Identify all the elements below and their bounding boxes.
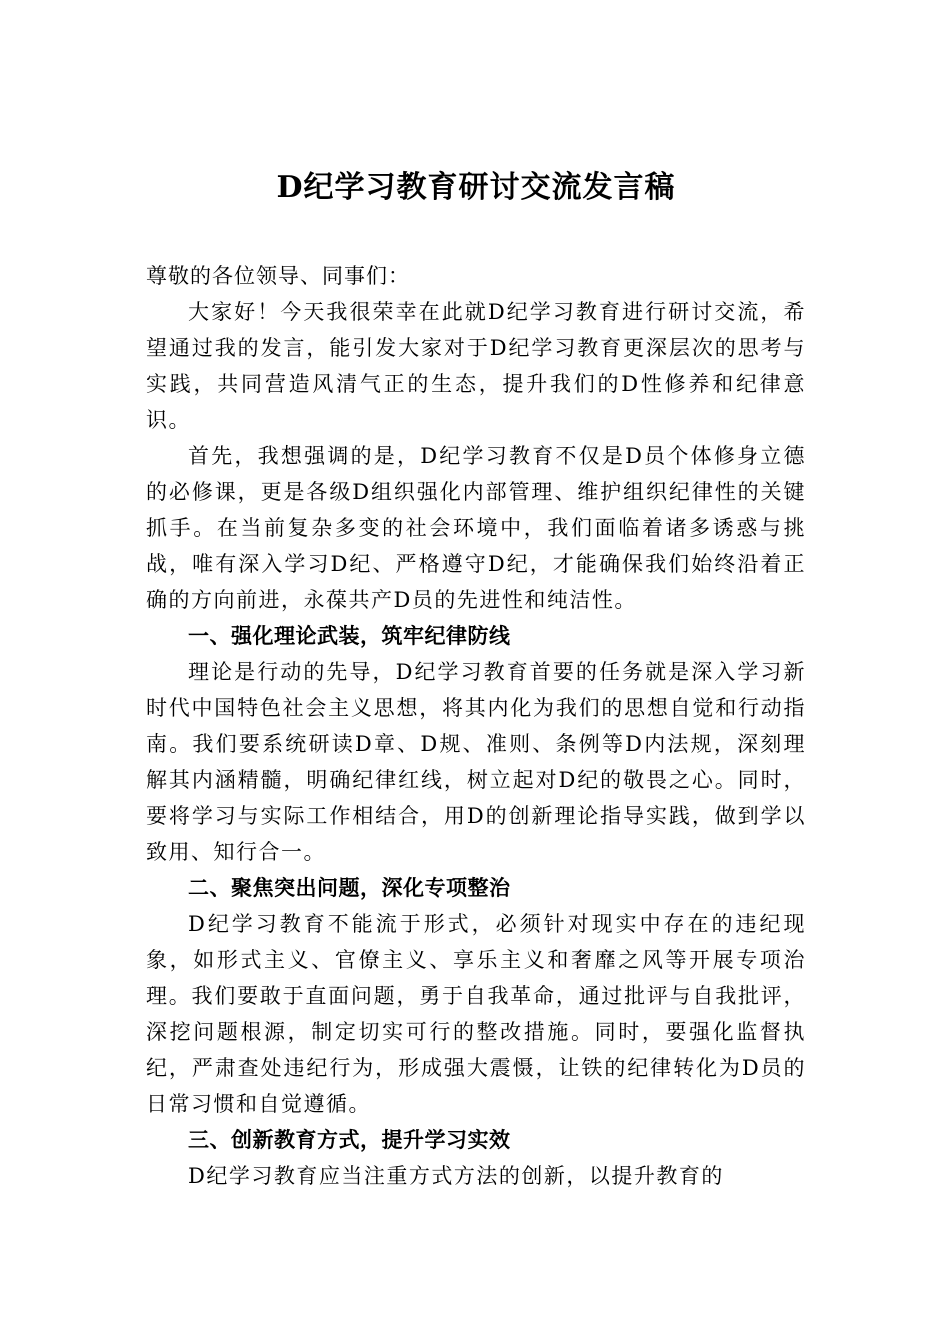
section-heading-1: 一、强化理论武装，筑牢纪律防线 — [188, 624, 511, 648]
document-content — [146, 158, 806, 1194]
paragraph-greeting: 大家好！今天我很荣幸在此就D纪学习教育进行研讨交流，希望通过我的发言，能引发大家对于D纪学习教育更深层次的思考与实践，共同营造风清气正的生态，提升我们的D性修养和纪律意识。 — [146, 300, 806, 432]
section-body-2: D纪学习教育不能流于形式，必须针对现实中存在的违纪现象，如形式主义、官僚主义、享乐主义和奢靡之风等开展专项治理。我们要敢于直面问题，勇于自我革命，通过批评与自我批评，深挖问题根源，制定切实可行的整改措施。同时，要强化监督执纪，严肃查处违纪行为，形成强大震慑，让铁的纪律转化为D员的日常习惯和自觉遵循。 — [146, 912, 806, 1116]
section-heading-3: 三、创新教育方式，提升学习实效 — [188, 1128, 511, 1152]
salutation: 尊敬的各位领导、同事们： — [146, 264, 410, 288]
section-heading-2: 二、聚焦突出问题，深化专项整治 — [188, 876, 511, 900]
section-body-1: 理论是行动的先导，D纪学习教育首要的任务就是深入学习新时代中国特色社会主义思想，将其内化为我们的思想自觉和行动指南。我们要系统研读D章、D规、准则、条例等D内法规，深刻理解其内涵精髓，明确纪律红线，树立起对D纪的敬畏之心。同时，要将学习与实际工作相结合，用D的创新理论指导实践，做到学以致用、知行合一。 — [146, 660, 806, 864]
document-title: D纪学习教育研讨交流发言稿 — [276, 170, 676, 205]
section-body-3: D纪学习教育应当注重方式方法的创新，以提升教育的 — [188, 1164, 724, 1188]
paragraph-opening: 首先，我想强调的是，D纪学习教育不仅是D员个体修身立德的必修课，更是各级D组织强化内部管理、维护组织纪律性的关键抓手。在当前复杂多变的社会环境中，我们面临着诸多诱惑与挑战，唯有深入学习D纪、严格遵守D纪，才能确保我们始终沿着正确的方向前进，永葆共产D员的先进性和纯洁性。 — [146, 444, 806, 612]
